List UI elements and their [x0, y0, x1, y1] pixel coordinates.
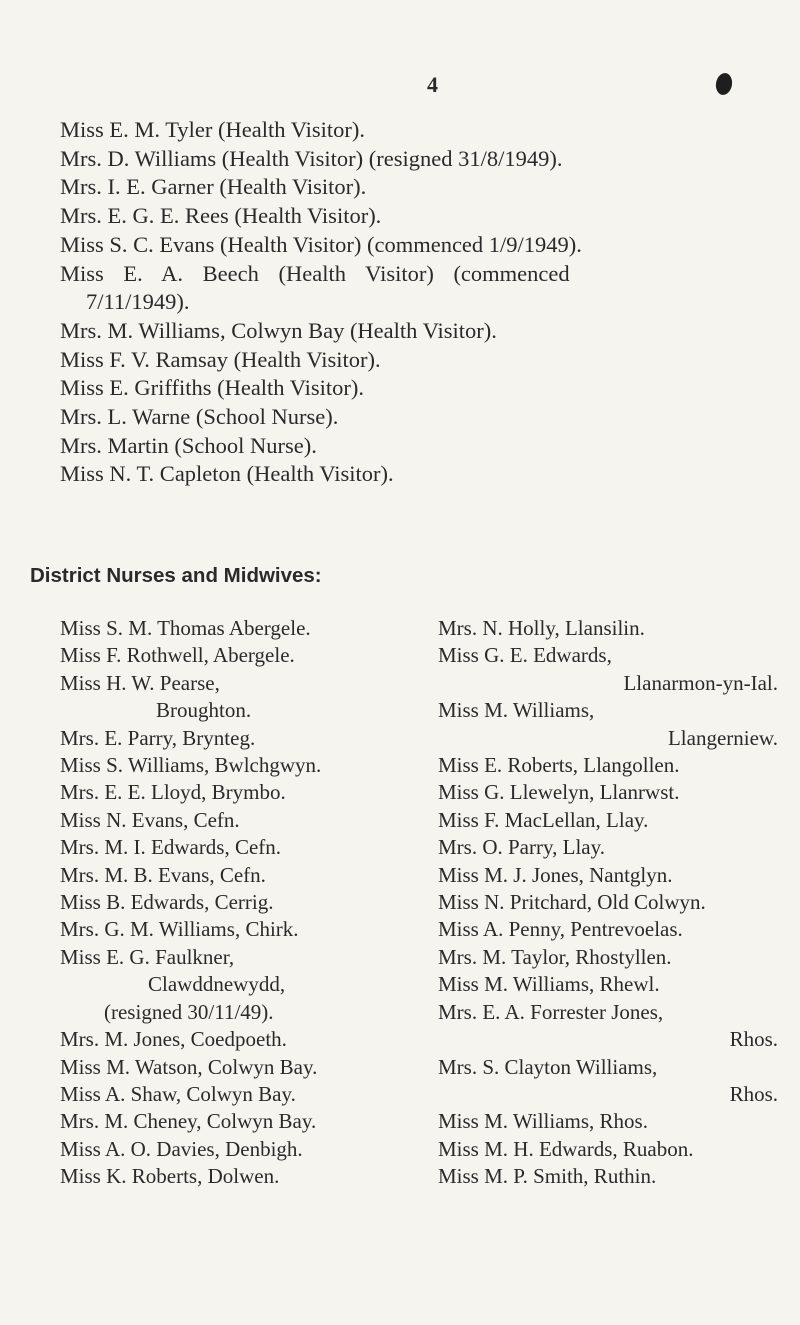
- nurse-entry: Mrs. M. Cheney, Colwyn Bay.: [60, 1109, 317, 1134]
- right-column: [438, 615, 778, 1191]
- nurse-entry: Mrs. E. Parry, Brynteg.: [60, 725, 256, 750]
- nurse-entry: Miss S. M. Thomas Abergele.: [60, 616, 311, 640]
- nurse-entry: Miss E. Roberts, Llangollen.: [438, 753, 680, 778]
- nurse-entry: Mrs. E. A. Forrester Jones,: [438, 999, 664, 1024]
- nurse-entry: Mrs. O. Parry, Llay.: [438, 835, 605, 860]
- left-column: [60, 615, 438, 1191]
- nurse-entry: Mrs. M. Jones, Coedpoeth.: [60, 1027, 287, 1052]
- nurse-entry: Miss M. P. Smith, Ruthin.: [438, 1164, 657, 1189]
- staff-entry: Miss E. M. Tyler (Health Visitor).: [60, 117, 365, 142]
- nurse-entry: Miss S. Williams, Bwlchgwyn.: [60, 753, 322, 778]
- nurse-entry: Mrs. M. B. Evans, Cefn.: [60, 862, 266, 887]
- nurse-entry: Miss G. Llewelyn, Llanrwst.: [438, 780, 680, 805]
- nurse-entry: Miss B. Edwards, Cerrig.: [60, 890, 274, 915]
- nurse-entry: Miss M. H. Edwards, Ruabon.: [438, 1136, 694, 1161]
- nurse-entry-continued: Broughton.: [156, 698, 252, 723]
- nurse-entry: Mrs. G. M. Williams, Chirk.: [60, 917, 299, 942]
- nurse-entry: Miss M. Williams, Rhos.: [438, 1109, 648, 1134]
- nurse-entry: Miss M. J. Jones, Nantglyn.: [438, 862, 673, 887]
- staff-entry: Mrs. D. Williams (Health Visitor) (resigned 31/8/1949).: [60, 145, 563, 171]
- nurse-entry: Miss F. Rothwell, Abergele.: [60, 643, 295, 668]
- nurse-entry-continued: Rhos.: [729, 1027, 778, 1052]
- ink-blot: [714, 72, 734, 96]
- nurse-entry: Miss F. MacLellan, Llay.: [438, 807, 649, 832]
- section-heading: District Nurses and Midwives:: [30, 564, 322, 587]
- nurse-entry: Miss A. Penny, Pentrevoelas.: [438, 917, 683, 942]
- nurse-entry: Mrs. S. Clayton Williams,: [438, 1054, 658, 1079]
- nurse-entry: Miss E. G. Faulkner,: [60, 944, 235, 969]
- nurse-entry: Mrs. M. I. Edwards, Cefn.: [60, 835, 282, 860]
- staff-entry: Mrs. M. Williams, Colwyn Bay (Health Visitor).: [60, 317, 497, 343]
- nurse-entry: Miss M. Williams,: [438, 698, 595, 723]
- staff-entry: Miss F. V. Ramsay (Health Visitor).: [60, 346, 381, 372]
- nurse-entry-continued: Rhos.: [729, 1081, 778, 1106]
- staff-list: [60, 116, 780, 489]
- nurse-entry: Miss M. Watson, Colwyn Bay.: [60, 1054, 318, 1079]
- page-number: 4: [427, 72, 438, 97]
- nurse-entry-continued: Llanarmon-yn-Ial.: [623, 670, 778, 695]
- nurse-entry: Miss K. Roberts, Dolwen.: [60, 1164, 280, 1189]
- staff-entry: Mrs. I. E. Garner (Health Visitor).: [60, 174, 367, 200]
- staff-entry: Miss E. A. Beech (Health Visitor) (commenced: [60, 260, 570, 286]
- nurse-entry: Miss N. Pritchard, Old Colwyn.: [438, 890, 706, 915]
- nurse-entry: Mrs. M. Taylor, Rhostyllen.: [438, 944, 672, 969]
- nurse-entry: Mrs. E. E. Lloyd, Brymbo.: [60, 780, 286, 805]
- nurse-entry: Miss G. E. Edwards,: [438, 643, 612, 668]
- nurse-entry-continued: Clawddnewydd,: [148, 972, 286, 997]
- staff-entry: Miss E. Griffiths (Health Visitor).: [60, 375, 365, 401]
- staff-entry-continued: 7/11/1949).: [86, 289, 190, 315]
- staff-entry: Miss N. T. Capleton (Health Visitor).: [60, 461, 394, 487]
- staff-entry: Mrs. L. Warne (School Nurse).: [60, 404, 339, 430]
- nurse-entry: Miss A. O. Davies, Denbigh.: [60, 1136, 303, 1161]
- nurse-entry: Miss M. Williams, Rhewl.: [438, 972, 660, 997]
- nurse-entry-continued: (resigned 30/11/49).: [104, 999, 274, 1024]
- staff-entry: Mrs. Martin (School Nurse).: [60, 432, 317, 458]
- nurse-entry: Miss H. W. Pearse,: [60, 670, 220, 695]
- nurse-entry: Miss A. Shaw, Colwyn Bay.: [60, 1081, 296, 1106]
- nurse-entry: Mrs. N. Holly, Llansilin.: [438, 616, 645, 640]
- nurse-entry: Miss N. Evans, Cefn.: [60, 807, 240, 832]
- nurse-entry-continued: Llangerniew.: [667, 725, 778, 750]
- staff-entry: Mrs. E. G. E. Rees (Health Visitor).: [60, 203, 382, 229]
- staff-entry: Miss S. C. Evans (Health Visitor) (commenced 1/9/1949).: [60, 231, 582, 257]
